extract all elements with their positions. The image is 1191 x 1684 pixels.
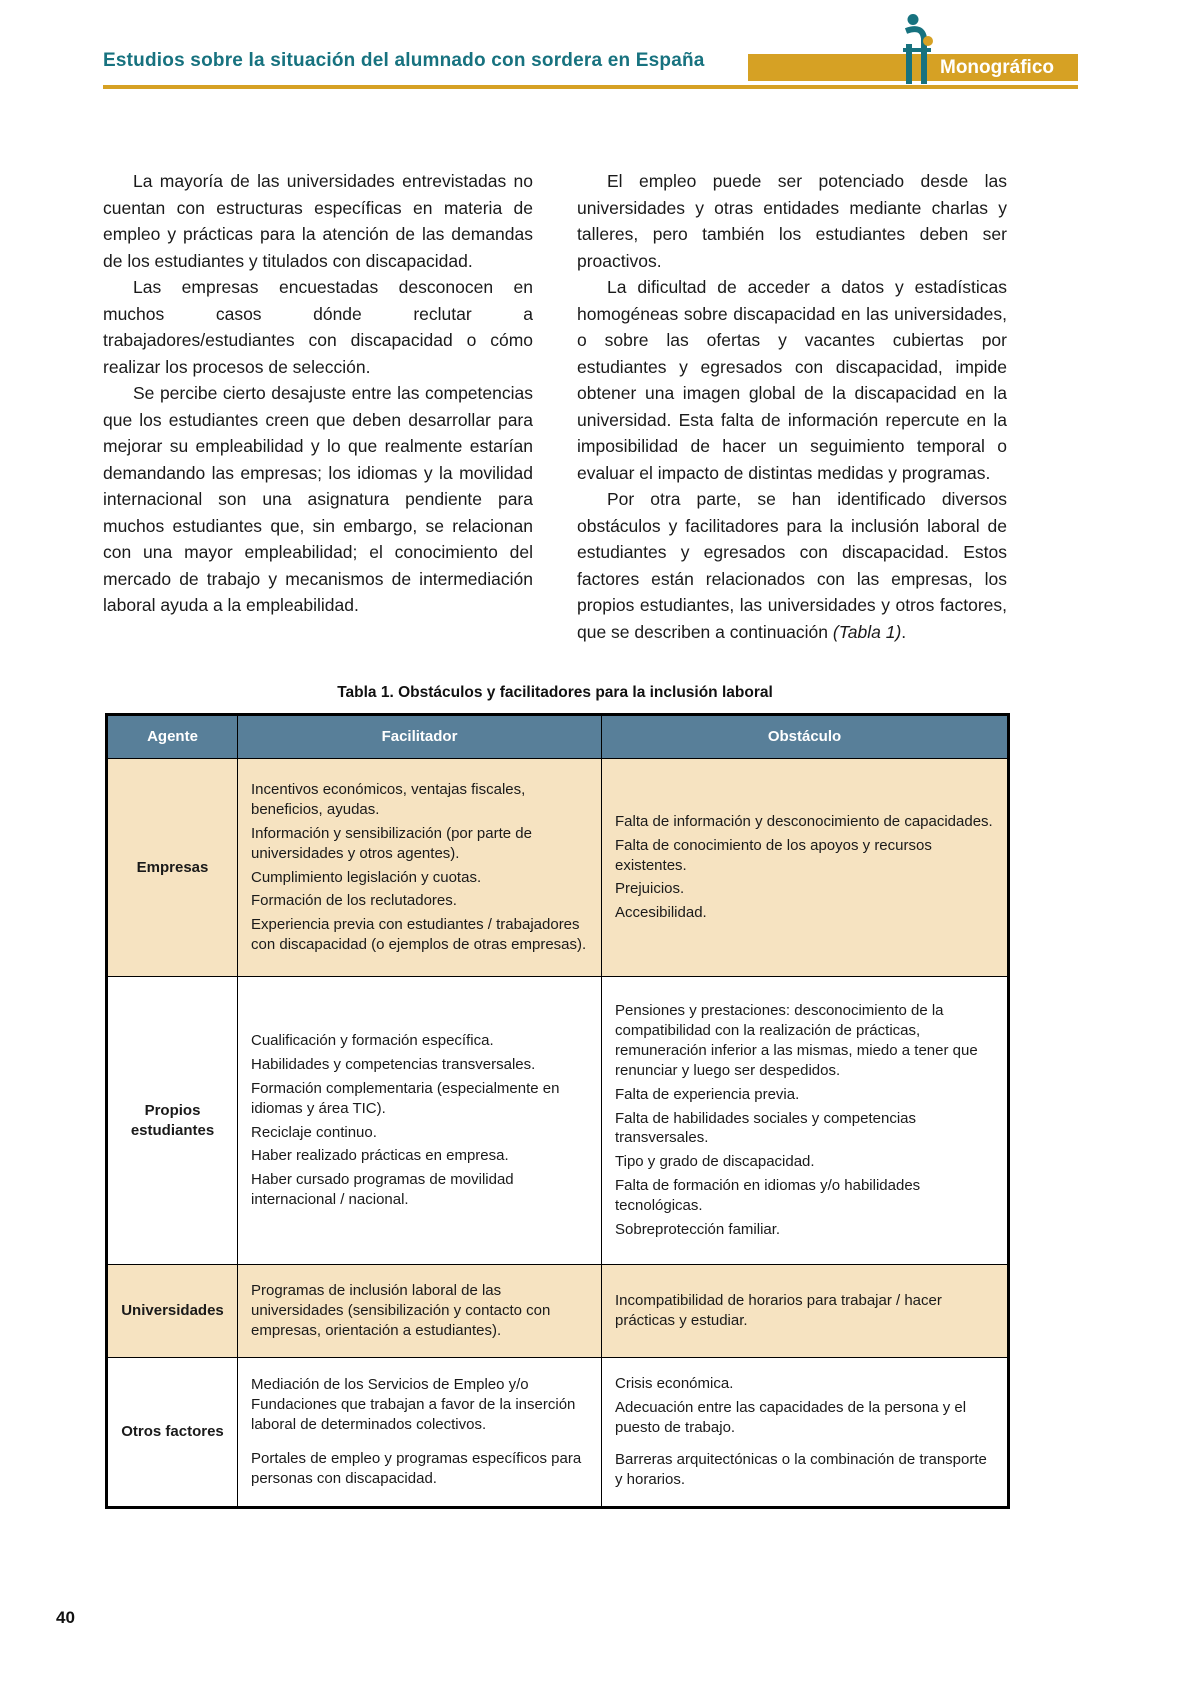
column-header-obstaculo: Obstáculo: [602, 715, 1009, 759]
page-title: Estudios sobre la situación del alumnado con sordera en España: [103, 50, 705, 71]
obstaculo-cell: [602, 1265, 1009, 1358]
cell-item: Experiencia previa con estudiantes / trabajadores con discapacidad (o ejemplos de otras empresas).: [251, 916, 587, 954]
table-row-universidades: [107, 1265, 1009, 1358]
cell-item: Formación de los reclutadores.: [251, 892, 457, 910]
paragraph: Se percibe cierto desajuste entre las competencias que los estudiantes creen que deben desarrollar para mejorar su empleabilidad y lo que realmente estarían demandando las empresas; los idiomas y la movilidad internacional son una asignatura pendiente para muchos estudiantes que, sin embargo, se relacionan con una mayor empleabilidad; el conocimiento del mercado de trabajo y mecanismos de intermediación laboral ayuda a la empleabilidad.: [103, 383, 533, 615]
obstacles-facilitators-table: [105, 713, 1010, 1509]
cell-item: Formación complementaria (especialmente en idiomas y área TIC).: [251, 1079, 560, 1117]
cell-item: Haber realizado prácticas en empresa.: [251, 1147, 509, 1165]
cell-item: Incentivos económicos, ventajas fiscales, beneficios, ayudas.: [251, 780, 526, 818]
cell-item: Pensiones y prestaciones: desconocimiento de la compatibilidad con la realización de prácticas, remuneración inferior a las mismas, miedo a tener que renunciar y luego ser despedidos.: [615, 1001, 978, 1079]
paragraph: Las empresas encuestadas desconocen en muchos casos dónde reclutar a trabajadores/estudiantes con discapacidad o cómo realizar los procesos de selección.: [103, 277, 533, 377]
paragraph: La dificultad de acceder a datos y estadísticas homogéneas sobre discapacidad en las universidades, o sobre las ofertas y vacantes cubiertas por estudiantes y egresados con discapacidad, impide obtener una imagen global de la discapacidad en la universidad. Esta falta de información repercute en la imposibilidad de hacer un seguimiento temporal o evaluar el impacto de distintas medidas y programas.: [577, 277, 1007, 483]
cell-item: Haber cursado programas de movilidad internacional / nacional.: [251, 1171, 514, 1209]
cell-item: Accesibilidad.: [615, 904, 707, 922]
paragraph: El empleo puede ser potenciado desde las universidades y otras entidades mediante charlas y talleres, pero también los estudiantes deben ser proactivos.: [577, 171, 1007, 271]
paragraph-text: Por otra parte, se han identificado diversos obstáculos y facilitadores para la inclusión laboral de estudiantes y egresados con discapacidad. Estos factores están relacionados con las empresas, los propios estudiantes, las universidades y otros factores, que se describen a continuación: [577, 489, 1007, 642]
page-number: 40: [56, 1608, 75, 1627]
body-text: [103, 168, 1007, 645]
row-label: Universidades: [107, 1265, 238, 1358]
cell-item: Falta de formación en idiomas y/o habilidades tecnológicas.: [615, 1177, 921, 1215]
row-label: Empresas: [107, 759, 238, 977]
obstaculo-cell: [602, 1357, 1009, 1507]
right-column: [577, 168, 1007, 645]
table-row-propios-estudiantes: [107, 977, 1009, 1265]
table-caption: Tabla 1. Obstáculos y facilitadores para la inclusión laboral: [337, 684, 773, 701]
cell-item: Falta de conocimiento de los apoyos y recursos existentes.: [615, 836, 932, 874]
obstaculo-cell: [602, 759, 1009, 977]
facilitador-cell: [238, 1357, 602, 1507]
cell-item: Falta de experiencia previa.: [615, 1085, 800, 1103]
cell-item: Prejuicios.: [615, 880, 685, 898]
cell-item: Información y sensibilización (por parte de universidades y otros agentes).: [251, 824, 532, 862]
cell-item: Tipo y grado de discapacidad.: [615, 1153, 815, 1171]
cell-item: Adecuación entre las capacidades de la persona y el puesto de trabajo.: [615, 1398, 967, 1436]
cell-item: Barreras arquitectónicas o la combinación de transporte y horarios.: [615, 1450, 987, 1488]
table-reference: (Tabla 1): [832, 621, 902, 642]
cell-item: Falta de información y desconocimiento de capacidades.: [615, 812, 993, 830]
cell-item: Cualificación y formación específica.: [251, 1031, 494, 1049]
row-label: Otros factores: [107, 1357, 238, 1507]
logo-head: [908, 14, 919, 25]
cell-item: Falta de habilidades sociales y competencias transversales.: [615, 1109, 917, 1147]
cell-item: Incompatibilidad de horarios para trabajar / hacer prácticas y estudiar.: [615, 1291, 942, 1329]
table-row-empresas: [107, 759, 1009, 977]
column-header-agente: Agente: [107, 715, 238, 759]
paragraph: [577, 486, 1007, 645]
facilitador-cell: [238, 759, 602, 977]
cell-item: Sobreprotección familiar.: [615, 1221, 781, 1239]
person-reading-logo-icon: [897, 14, 939, 86]
paragraph-period: .: [901, 621, 907, 642]
left-column: [103, 168, 533, 645]
section-badge: Monográfico: [940, 57, 1054, 78]
paragraph: La mayoría de las universidades entrevistadas no cuentan con estructuras específicas en materia de empleo y prácticas para la atención de las demandas de los estudiantes y titulados con discapacidad.: [103, 171, 533, 271]
logo-gold-dot: [923, 36, 933, 46]
facilitador-cell: [238, 1265, 602, 1358]
row-label: Propios estudiantes: [107, 977, 238, 1265]
column-header-facilitador: Facilitador: [238, 715, 602, 759]
cell-item: Habilidades y competencias transversales.: [251, 1055, 536, 1073]
cell-item: Portales de empleo y programas específicos para personas con discapacidad.: [251, 1449, 582, 1487]
cell-item: Reciclaje continuo.: [251, 1123, 377, 1141]
cell-item: Crisis económica.: [615, 1374, 734, 1392]
cell-item: Programas de inclusión laboral de las universidades (sensibilización y contacto con empresas, orientación a estudiantes).: [251, 1282, 551, 1339]
table-header-row: [107, 715, 1009, 759]
cell-item: Cumplimiento legislación y cuotas.: [251, 868, 482, 886]
obstaculo-cell: [602, 977, 1009, 1265]
cell-item: Mediación de los Servicios de Empleo y/o Fundaciones que trabajan a favor de la inserción laboral de determinados colectivos.: [251, 1375, 576, 1433]
table-row-otros-factores: [107, 1357, 1009, 1507]
facilitador-cell: [238, 977, 602, 1265]
